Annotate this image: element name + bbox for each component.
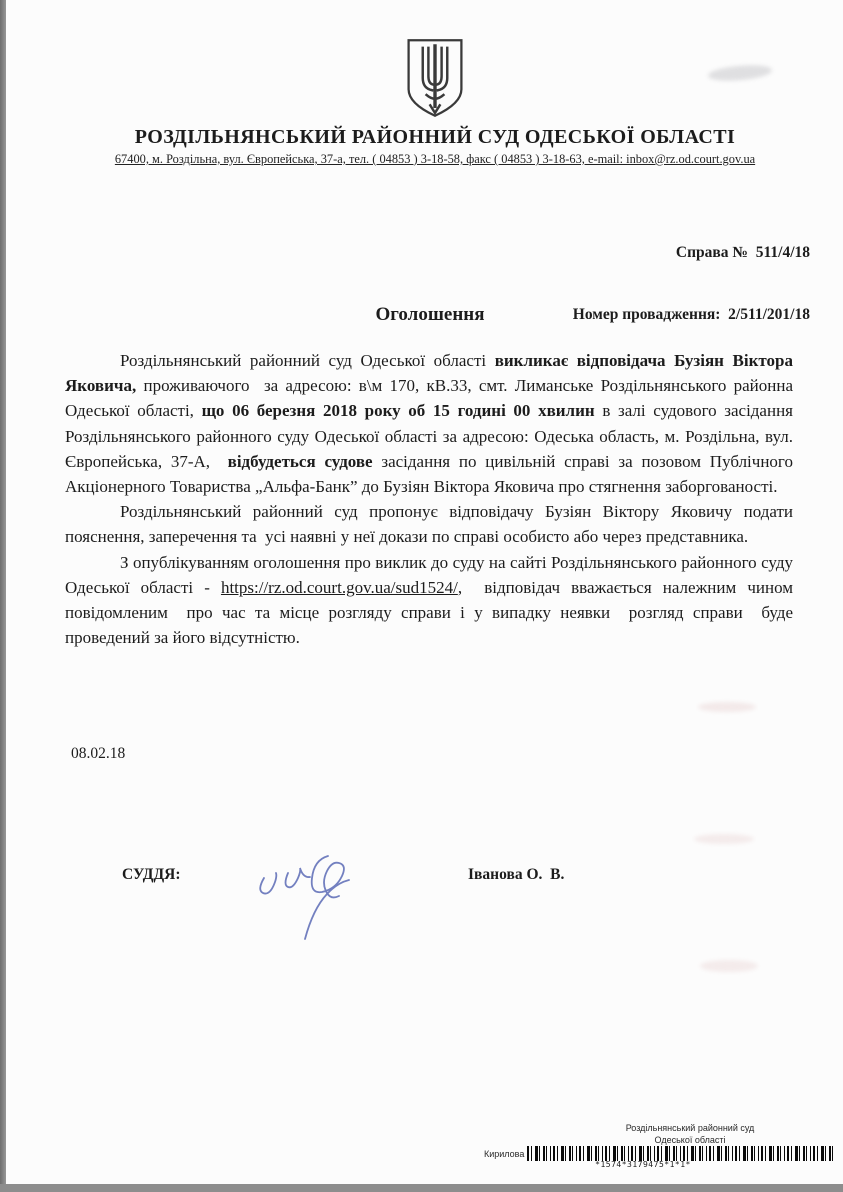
footer-court-stamp — [545, 1123, 835, 1146]
text-segment: З опублікуванням оголошення про виклик до суду на сайті Роздільнянського районного суду Одеської області - — [65, 552, 798, 597]
text-segment: викликає відповідача Бузіян Віктора Яковича, — [65, 351, 798, 396]
document-body — [65, 348, 798, 650]
text-segment: , відповідач вважається належним чином повідомленим про час та місце розгляду справи і у випадку неявки розгляд справи буде проведений за його відсутністю. — [65, 577, 798, 648]
scan-edge-bottom — [0, 1184, 843, 1192]
text-segment: Роздільнянський районний суд пропонує відповідачу Бузіян Віктору Яковичу подати пояснення, заперечення та усі наявні у неї докази по справі особисто або через представника. — [65, 502, 798, 547]
case-info-block — [573, 202, 810, 366]
text-segment: проживаючого за адресою: в\м 170, кВ.33, смт. Лиманське Роздільнянського районна Одеської області, — [65, 376, 798, 421]
letterhead — [65, 36, 805, 167]
scan-edge-left — [0, 0, 6, 1192]
document-barcode — [527, 1146, 835, 1161]
text-segment: відбудеться судове — [227, 451, 373, 471]
document-title: Оголошення — [375, 304, 485, 325]
footer-court-line-1: Роздільнянський районний суд — [625, 1123, 755, 1133]
scan-smudge — [700, 960, 758, 972]
text-segment: засідання по цивільній справі за позовом Публічного Акціонерного Товариства „Альфа-Банк” до Бузіян Віктора Яковича про стягнення заборгованості. — [65, 451, 798, 497]
barcode-caption: *1574*3179475*1*1* — [595, 1160, 691, 1169]
court-website-url: https://rz.od.court.gov.ua/sud1524/ — [220, 577, 458, 597]
footer-court-line-2: Одеської області — [654, 1134, 726, 1145]
text-segment: Роздільнянський районний суд Одеської області — [120, 351, 495, 370]
body-paragraph-1 — [65, 348, 798, 499]
body-paragraph-3 — [65, 550, 798, 651]
text-segment: що 06 березня 2018 року об 15 годині 00 хвилин — [201, 401, 595, 421]
proceeding-number: Номер провадження: 2/511/201/18 — [572, 305, 810, 323]
scan-smudge — [694, 834, 754, 844]
body-paragraph-2 — [65, 499, 798, 549]
court-name-heading: РОЗДІЛЬНЯНСЬКИЙ РАЙОННИЙ СУД ОДЕСЬКОЇ ОБЛАСТІ — [134, 126, 736, 148]
case-number: Справа № 511/4/18 — [675, 244, 810, 261]
judge-name: Іванова О. В. — [468, 866, 565, 883]
scan-smudge — [698, 702, 756, 712]
ukraine-trident-emblem-icon — [402, 36, 468, 120]
judge-label: СУДДЯ: — [122, 866, 181, 883]
text-segment: в залі судового засідання Роздільнянського районного суду Одеської області за адресою: Одеська область, м. Роздільна, вул. Європейська, 37-А, — [65, 401, 798, 471]
court-address-line: 67400, м. Роздільна, вул. Європейська, 37-а, тел. ( 04853 ) 3-18-58, факс ( 04853 ) 3-18-63, e-mail: inbox@rz.od.court.gov.ua — [114, 152, 756, 166]
clerk-name: Кирилова — [484, 1149, 525, 1159]
document-date: 08.02.18 — [71, 745, 126, 762]
judge-handwritten-signature — [250, 836, 380, 941]
